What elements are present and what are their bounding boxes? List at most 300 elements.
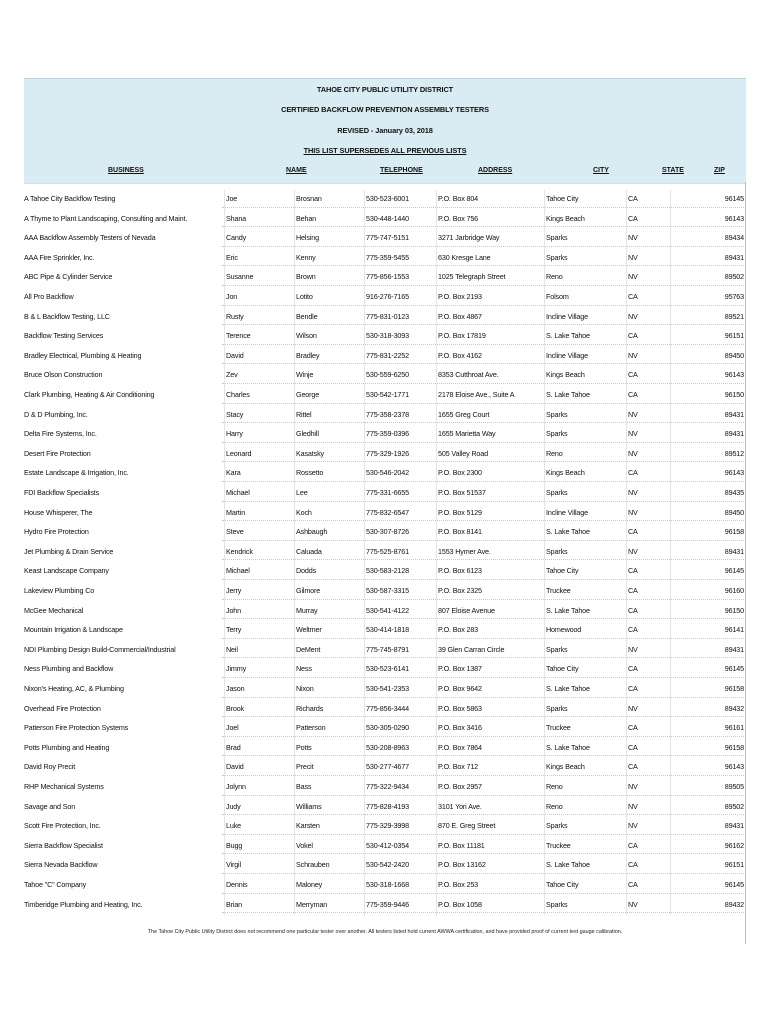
- business-cell: Estate Landscape & Irrigation, Inc.: [24, 468, 129, 478]
- zip-cell: 95763: [724, 292, 744, 301]
- grid-line: [294, 641, 295, 661]
- state-cell: CA: [628, 194, 638, 203]
- first-name-cell: Terry: [226, 625, 242, 635]
- state-cell: NV: [628, 488, 638, 497]
- first-name-cell: Joel: [226, 723, 239, 733]
- grid-line: [294, 739, 295, 759]
- grid-line: [364, 700, 365, 720]
- address-cell: 2178 Eloise Ave., Suite A: [438, 390, 515, 399]
- table-row: [24, 621, 746, 641]
- first-name-cell: Michael: [226, 566, 250, 576]
- city-cell: Kings Beach: [546, 213, 585, 223]
- grid-line: [436, 700, 437, 720]
- grid-line: [294, 896, 295, 916]
- first-name-cell: Charles: [226, 390, 250, 399]
- grid-line: [294, 504, 295, 524]
- table-row: [24, 347, 746, 367]
- city-cell: Truckee: [546, 586, 571, 595]
- grid-line: [670, 562, 671, 582]
- grid-line: [224, 229, 225, 249]
- last-name-cell: DeMent: [296, 644, 321, 654]
- grid-line: [670, 602, 671, 622]
- business-cell: Nixon's Heating, AC, & Plumbing: [24, 684, 124, 693]
- grid-line: [224, 308, 225, 328]
- grid-line: [294, 876, 295, 896]
- business-cell: House Whisperer, The: [24, 507, 93, 517]
- grid-line: [670, 268, 671, 288]
- telephone-cell: 775-832-6547: [366, 507, 409, 517]
- first-name-cell: Joe: [226, 194, 238, 203]
- first-name-cell: Dennis: [226, 880, 248, 889]
- grid-line: [670, 445, 671, 465]
- grid-line: [626, 366, 627, 386]
- telephone-cell: 530-559-6250: [366, 370, 409, 380]
- grid-line: [670, 523, 671, 543]
- column-header-address: ADDRESS: [478, 167, 513, 174]
- grid-line: [670, 680, 671, 700]
- grid-line: [626, 798, 627, 818]
- grid-line: [364, 856, 365, 876]
- grid-line: [626, 602, 627, 622]
- first-name-cell: Kendrick: [226, 546, 253, 556]
- zip-cell: 96143: [724, 370, 744, 380]
- last-name-cell: Nixon: [296, 684, 314, 693]
- grid-line: [364, 817, 365, 837]
- city-cell: Sparks: [546, 409, 568, 419]
- last-name-cell: George: [296, 390, 320, 399]
- grid-line: [294, 347, 295, 367]
- business-cell: Sierra Backflow Specialist: [24, 840, 103, 850]
- table-row: [24, 660, 746, 680]
- zip-cell: 96158: [724, 742, 744, 752]
- grid-line: [436, 719, 437, 739]
- telephone-cell: 775-747-5151: [366, 233, 409, 243]
- last-name-cell: Williams: [296, 801, 322, 811]
- grid-line: [436, 562, 437, 582]
- telephone-cell: 530-542-1771: [366, 390, 409, 399]
- grid-line: [436, 366, 437, 386]
- table-row: [24, 562, 746, 582]
- grid-line: [544, 700, 545, 720]
- address-cell: P.O. Box 4162: [438, 350, 482, 360]
- grid-line: [436, 504, 437, 524]
- grid-line: [364, 425, 365, 445]
- table-row: [24, 268, 746, 288]
- grid-line: [670, 249, 671, 269]
- telephone-cell: 530-277-4677: [366, 762, 409, 772]
- last-name-cell: Weltmer: [296, 625, 322, 635]
- first-name-cell: Judy: [226, 801, 241, 811]
- grid-line: [544, 798, 545, 818]
- grid-line: [364, 210, 365, 230]
- state-cell: CA: [628, 860, 638, 870]
- zip-cell: 96160: [724, 586, 744, 595]
- state-cell: NV: [628, 409, 638, 419]
- state-cell: CA: [628, 390, 638, 399]
- grid-line: [224, 837, 225, 857]
- last-name-cell: Schrauben: [296, 860, 330, 870]
- grid-line: [364, 602, 365, 622]
- address-cell: P.O. Box 11181: [438, 840, 485, 850]
- zip-cell: 96151: [724, 331, 744, 341]
- zip-cell: 96151: [724, 860, 744, 870]
- grid-line: [670, 288, 671, 308]
- table-row: [24, 700, 746, 720]
- grid-line: [294, 562, 295, 582]
- city-cell: Sparks: [546, 233, 568, 243]
- state-cell: NV: [628, 350, 638, 360]
- business-cell: Clark Plumbing, Heating & Air Conditioning: [24, 390, 155, 399]
- telephone-cell: 775-831-2252: [366, 350, 409, 360]
- first-name-cell: David: [226, 350, 244, 360]
- first-name-cell: Jon: [226, 292, 238, 301]
- first-name-cell: Terence: [226, 331, 251, 341]
- city-cell: S. Lake Tahoe: [546, 390, 590, 399]
- last-name-cell: Gledhill: [296, 429, 319, 439]
- grid-line: [224, 504, 225, 524]
- first-name-cell: Neil: [226, 644, 238, 654]
- grid-line: [544, 543, 545, 563]
- state-cell: CA: [628, 468, 638, 478]
- grid-line: [670, 778, 671, 798]
- grid-line: [544, 327, 545, 347]
- address-cell: P.O. Box 17819: [438, 331, 486, 341]
- grid-line: [436, 621, 437, 641]
- address-cell: P.O. Box 253: [438, 880, 479, 889]
- telephone-cell: 530-307-8726: [366, 527, 409, 537]
- grid-line: [224, 896, 225, 916]
- last-name-cell: Merryman: [296, 899, 328, 909]
- table-row: [24, 386, 746, 406]
- grid-line: [670, 621, 671, 641]
- zip-cell: 89434: [724, 233, 744, 243]
- business-cell: Potts Plumbing and Heating: [24, 742, 110, 752]
- telephone-cell: 916-276-7165: [366, 292, 409, 301]
- address-cell: P.O. Box 5863: [438, 703, 482, 713]
- grid-line: [626, 778, 627, 798]
- telephone-cell: 530-541-4122: [366, 605, 409, 615]
- grid-line: [436, 190, 437, 210]
- grid-line: [294, 523, 295, 543]
- grid-line: [544, 464, 545, 484]
- address-cell: P.O. Box 756: [438, 213, 479, 223]
- table-row: [24, 484, 746, 504]
- state-cell: NV: [628, 272, 638, 282]
- last-name-cell: Kenny: [296, 252, 316, 262]
- first-name-cell: Shana: [226, 213, 247, 223]
- grid-line: [364, 621, 365, 641]
- grid-line: [544, 406, 545, 426]
- grid-line: [626, 543, 627, 563]
- grid-line: [364, 798, 365, 818]
- state-cell: CA: [628, 586, 638, 595]
- first-name-cell: Brian: [226, 899, 243, 909]
- grid-line: [544, 484, 545, 504]
- state-cell: CA: [628, 742, 638, 752]
- grid-line: [626, 347, 627, 367]
- grid-line: [294, 308, 295, 328]
- business-cell: Mountain Irrigation & Landscape: [24, 625, 123, 635]
- grid-line: [544, 876, 545, 896]
- address-cell: P.O. Box 2193: [438, 292, 482, 301]
- state-cell: NV: [628, 252, 638, 262]
- table-row: [24, 778, 746, 798]
- last-name-cell: Lee: [296, 488, 308, 497]
- address-cell: P.O. Box 1058: [438, 899, 482, 909]
- grid-line: [670, 798, 671, 818]
- business-cell: Savage and Son: [24, 801, 76, 811]
- list-title: CERTIFIED BACKFLOW PREVENTION ASSEMBLY TESTERS: [281, 105, 489, 114]
- table-row: [24, 210, 746, 230]
- grid-line: [364, 896, 365, 916]
- grid-line: [544, 641, 545, 661]
- last-name-cell: Gilmore: [296, 586, 321, 595]
- grid-line: [626, 896, 627, 916]
- grid-line: [626, 817, 627, 837]
- zip-cell: 96150: [724, 390, 744, 399]
- business-cell: Sierra Nevada Backflow: [24, 860, 98, 870]
- last-name-cell: Rittel: [296, 409, 312, 419]
- grid-line: [294, 249, 295, 269]
- grid-line: [436, 386, 437, 406]
- table-row: [24, 464, 746, 484]
- telephone-cell: 530-523-6141: [366, 664, 409, 674]
- grid-line: [544, 758, 545, 778]
- grid-line: [364, 543, 365, 563]
- grid-line: [544, 425, 545, 445]
- grid-line: [364, 190, 365, 210]
- grid-line: [436, 602, 437, 622]
- business-cell: D & D Plumbing, Inc.: [24, 409, 88, 419]
- table-row: [24, 856, 746, 876]
- grid-line: [294, 582, 295, 602]
- address-cell: P.O. Box 7864: [438, 742, 482, 752]
- grid-line: [364, 504, 365, 524]
- table-row: [24, 817, 746, 837]
- grid-line: [544, 602, 545, 622]
- state-cell: NV: [628, 448, 638, 458]
- city-cell: Truckee: [546, 723, 571, 733]
- state-cell: CA: [628, 625, 638, 635]
- table-row: [24, 719, 746, 739]
- telephone-cell: 530-412-0354: [366, 840, 409, 850]
- last-name-cell: Potts: [296, 742, 312, 752]
- first-name-cell: Rusty: [226, 311, 244, 321]
- grid-line: [544, 837, 545, 857]
- grid-line: [294, 758, 295, 778]
- grid-line: [364, 523, 365, 543]
- last-name-cell: Kasatsky: [296, 448, 324, 458]
- grid-line: [626, 700, 627, 720]
- business-cell: AAA Backflow Assembly Testers of Nevada: [24, 233, 156, 243]
- zip-cell: 89431: [724, 429, 744, 439]
- grid-line: [544, 268, 545, 288]
- table-row: [24, 739, 746, 759]
- last-name-cell: Richards: [296, 703, 324, 713]
- grid-line: [364, 660, 365, 680]
- grid-line: [626, 190, 627, 210]
- first-name-cell: Jimmy: [226, 664, 247, 674]
- grid-line: [626, 327, 627, 347]
- last-name-cell: Lotito: [296, 292, 313, 301]
- grid-line: [626, 249, 627, 269]
- zip-cell: 96150: [724, 605, 744, 615]
- grid-line: [224, 562, 225, 582]
- first-name-cell: Martin: [226, 507, 246, 517]
- telephone-cell: 775-359-0396: [366, 429, 409, 439]
- zip-cell: 89502: [724, 801, 744, 811]
- last-name-cell: Ashbaugh: [296, 527, 328, 537]
- table-row: [24, 425, 746, 445]
- state-cell: NV: [628, 311, 638, 321]
- grid-line: [294, 856, 295, 876]
- state-cell: NV: [628, 899, 638, 909]
- telephone-cell: 530-546-2042: [366, 468, 409, 478]
- grid-line: [294, 386, 295, 406]
- address-cell: 1553 Hymer Ave.: [438, 546, 491, 556]
- grid-line: [224, 268, 225, 288]
- grid-line: [626, 210, 627, 230]
- grid-line: [224, 386, 225, 406]
- first-name-cell: Stacy: [226, 409, 244, 419]
- grid-line: [224, 464, 225, 484]
- tester-list-sheet: [24, 78, 746, 944]
- city-cell: S. Lake Tahoe: [546, 684, 590, 693]
- business-cell: B & L Backflow Testing, LLC: [24, 311, 110, 321]
- address-cell: P.O. Box 804: [438, 194, 479, 203]
- state-cell: CA: [628, 370, 638, 380]
- address-cell: 39 Glen Carran Circle: [438, 644, 505, 654]
- state-cell: CA: [628, 880, 638, 889]
- grid-line: [364, 268, 365, 288]
- address-cell: P.O. Box 2957: [438, 782, 482, 791]
- telephone-cell: 775-525-8761: [366, 546, 409, 556]
- grid-line: [294, 445, 295, 465]
- grid-line: [436, 464, 437, 484]
- zip-cell: 89431: [724, 821, 744, 831]
- table-row: [24, 229, 746, 249]
- zip-cell: 89502: [724, 272, 744, 282]
- address-cell: P.O. Box 13162: [438, 860, 486, 870]
- grid-line: [224, 660, 225, 680]
- last-name-cell: Bradley: [296, 350, 320, 360]
- table-row: [24, 406, 746, 426]
- grid-line: [224, 484, 225, 504]
- grid-line: [626, 308, 627, 328]
- state-cell: NV: [628, 644, 638, 654]
- grid-line: [544, 778, 545, 798]
- grid-line: [224, 523, 225, 543]
- address-cell: 8353 Cutthroat Ave.: [438, 370, 499, 380]
- grid-line: [544, 366, 545, 386]
- city-cell: Sparks: [546, 821, 568, 831]
- last-name-cell: Karsten: [296, 821, 320, 831]
- column-header-zip: ZIP: [714, 167, 725, 174]
- grid-line: [544, 621, 545, 641]
- table-row: [24, 837, 746, 857]
- address-cell: 1655 Greg Court: [438, 409, 490, 419]
- grid-line: [294, 778, 295, 798]
- state-cell: CA: [628, 331, 638, 341]
- grid-line: [364, 406, 365, 426]
- grid-line: [670, 641, 671, 661]
- last-name-cell: Wilson: [296, 331, 317, 341]
- business-cell: Jet Plumbing & Drain Service: [24, 546, 114, 556]
- last-name-cell: Ness: [296, 664, 312, 674]
- grid-line: [544, 229, 545, 249]
- column-header-business: BUSINESS: [108, 167, 144, 174]
- table-row: [24, 896, 746, 916]
- grid-line: [670, 758, 671, 778]
- grid-line: [626, 876, 627, 896]
- city-cell: Reno: [546, 272, 563, 282]
- grid-line: [626, 621, 627, 641]
- grid-line: [544, 386, 545, 406]
- zip-cell: 96145: [724, 194, 744, 203]
- grid-line: [670, 464, 671, 484]
- state-cell: CA: [628, 762, 638, 772]
- grid-line: [294, 406, 295, 426]
- business-cell: All Pro Backflow: [24, 292, 74, 301]
- state-cell: CA: [628, 213, 638, 223]
- zip-cell: 89521: [724, 311, 744, 321]
- address-cell: P.O. Box 3416: [438, 723, 482, 733]
- grid-line: [626, 406, 627, 426]
- grid-line: [436, 484, 437, 504]
- grid-line: [294, 229, 295, 249]
- address-cell: 3101 Yori Ave.: [438, 801, 482, 811]
- zip-cell: 89431: [724, 644, 744, 654]
- grid-line: [436, 837, 437, 857]
- address-cell: P.O. Box 4867: [438, 311, 482, 321]
- grid-line: [364, 484, 365, 504]
- city-cell: Sparks: [546, 644, 568, 654]
- last-name-cell: Helsing: [296, 233, 319, 243]
- grid-line: [670, 406, 671, 426]
- grid-line: [670, 308, 671, 328]
- grid-line: [436, 641, 437, 661]
- business-cell: Overhead Fire Protection: [24, 703, 101, 713]
- table-row: [24, 249, 746, 269]
- first-name-cell: Bugg: [226, 840, 243, 850]
- address-cell: 807 Eloise Avenue: [438, 605, 495, 615]
- last-name-cell: Koch: [296, 507, 312, 517]
- grid-line: [626, 719, 627, 739]
- grid-line: [626, 856, 627, 876]
- grid-line: [364, 641, 365, 661]
- grid-line: [544, 445, 545, 465]
- first-name-cell: Luke: [226, 821, 241, 831]
- zip-cell: 96143: [724, 468, 744, 478]
- state-cell: NV: [628, 821, 638, 831]
- first-name-cell: Leonard: [226, 448, 252, 458]
- grid-line: [364, 758, 365, 778]
- grid-line: [224, 406, 225, 426]
- telephone-cell: 530-318-3093: [366, 331, 409, 341]
- grid-line: [436, 327, 437, 347]
- telephone-cell: 530-208-8963: [366, 742, 409, 752]
- grid-line: [670, 386, 671, 406]
- grid-line: [626, 739, 627, 759]
- business-cell: Hydro Fire Protection: [24, 527, 89, 537]
- grid-line: [544, 660, 545, 680]
- grid-line: [224, 778, 225, 798]
- last-name-cell: Patterson: [296, 723, 326, 733]
- telephone-cell: 530-542-2420: [366, 860, 409, 870]
- business-cell: Desert Fire Protection: [24, 448, 91, 458]
- grid-line: [436, 249, 437, 269]
- last-name-cell: Dodds: [296, 566, 317, 576]
